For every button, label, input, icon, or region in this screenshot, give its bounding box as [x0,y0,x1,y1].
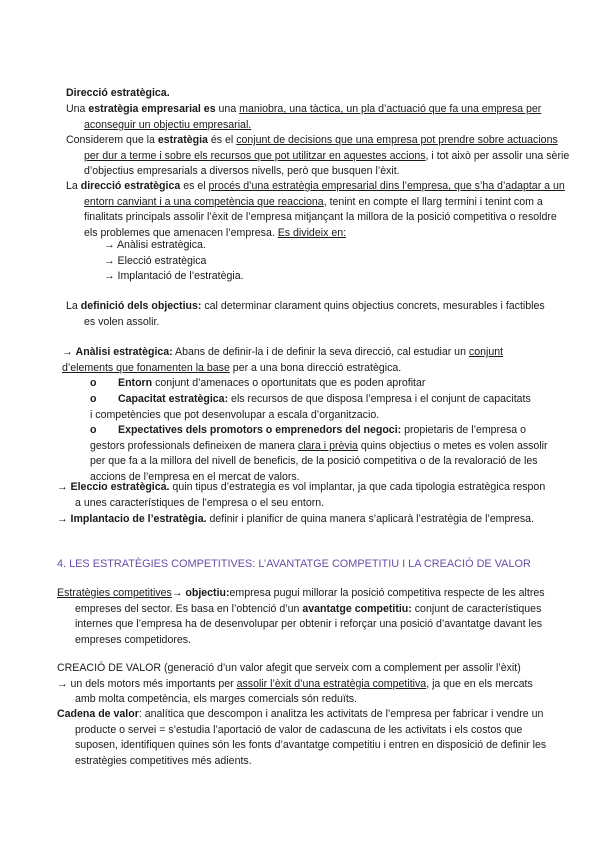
bullet-item-capacitat: o Capacitat estratègica: els recursos de que disposa l’empresa i el conjunt de capacitats i competències que pot desenvolupar a escala d’organitzacio. [90,393,531,421]
list-item: → Anàlisi estratègica. [104,239,206,251]
bullet-item-entorn: o Entorn conjunt d’amenaces o oportunitats que es poden aprofitar [90,376,540,392]
bullet-icon: o [90,424,97,436]
list-item: → Implantació de l’estratègia. [104,270,244,282]
paragraph-estrategia-empresarial: Una estratègia empresarial es una maniobra, una tàctica, un pla d’actuació que fa una empresa per aconseguir un objectiu empresarial. [66,103,542,131]
list-item: → Elecció estratègica [104,254,207,267]
paragraph-creacio-valor: CREACIÓ DE VALOR (generació d’un valor afegit que serveix com a complement per assolir l’èxit) → un dels motors més importants per assolir l’èxit d’una estratègia competitiva, ja que en els mercats amb molta competència, els marges comercials són reduïts. [57,662,533,705]
arrow-icon: → [57,513,71,525]
section-4-title: 4. LES ESTRATÈGIES COMPETITIVES: L’AVANTATGE COMPETITIU I LA CREACIÓ DE VALOR [57,558,531,570]
paragraph-cadena-valor: Cadena de valor: analítica que descompon i analitza les activitats de l’empresa per fabricar i vendre un producte o servei = s’estudia l’aportació de valor de cadascuna de les activitats i els costos que suposen, identifiquen quines són les fonts d’avantatge competitiu i entren en disposició de definir les estratègies competitives més adients. [57,708,547,767]
bullet-icon: o [90,377,97,389]
arrow-icon: → [57,481,71,493]
paragraph-considerem: Considerem que la estratègia és el conjunt de decisions que una empresa pot prendre sobre actuacions per dur a terme i sobre els recursos que pot utilitzar en aquestes accions, i tot això per assolir una sèrie d’objectius empresarials a diversos nivells, però que busquen l’èxit. [66,134,570,177]
paragraph-analisi-estrategica: → Anàlisi estratègica: Abans de definir-la i de definir la seva direcció, cal estudiar un conjunt d’elements que fonamenten la base per a una bona direcció estratègica. [62,346,504,374]
paragraph-definicio-objectius: La definició dels objectius: cal determinar clarament quins objectius concrets, mesurables i factibles es volen assolir. [66,300,545,328]
bullet-icon: o [90,393,97,405]
arrow-icon: → [62,346,76,358]
bullet-item-expectatives: o Expectatives dels promotors o emprenedors del negoci: propietaris de l’empresa o gestors professionals defineixen de manera clara i prèvia quins objectius o metes es volen assolir per que fa a la millora del nivell de beneficis, de la posició competitiva o de la revaloració de les accions de l’empresa en el mercat de valors. [90,424,548,483]
paragraph-direccio-estrategica: La direcció estratègica es el procés d’una estratègia empresarial dins l’empresa, que s’ha d’adaptar a un entorn canviant i a una competència que reacciona, tenint en compte el llarg termini i tenint com a finalitats principals assolir l’èxit de l’empresa mitjançant la millora de la posició competitiva o resoldre els problemes que amenacen l’empresa. Es divideix en: [66,180,565,239]
paragraph-eleccio-estrategica: → Eleccio estratègica. quin tipus d’estrategia es vol implantar, ja que cada tipologia estratègica respon a unes característiques de l’empresa o el seu entorn. [57,481,546,509]
paragraph-implantacio: → Implantacio de l’estratègia. definir i planificr de quina manera s’aplicarà l’estratègia de l’empresa. [57,513,534,525]
arrow-icon: → [171,587,186,599]
phases-list [104,238,404,285]
heading-text: Direcció estratègica. [66,87,170,99]
paragraph-estrategies-competitives: Estratègies competitives→ objectiu:empresa pugui millorar la posició competitiva respecte de les altres empreses del sector. Es basa en l’obtenció d’un avantatge competitiu: conjunt de característiques internes que l’empresa ha de desenvolupar per obtenir i reforçar una posició d’avantatge davant les empreses competidores. [57,587,545,646]
heading-direccio [66,86,546,102]
